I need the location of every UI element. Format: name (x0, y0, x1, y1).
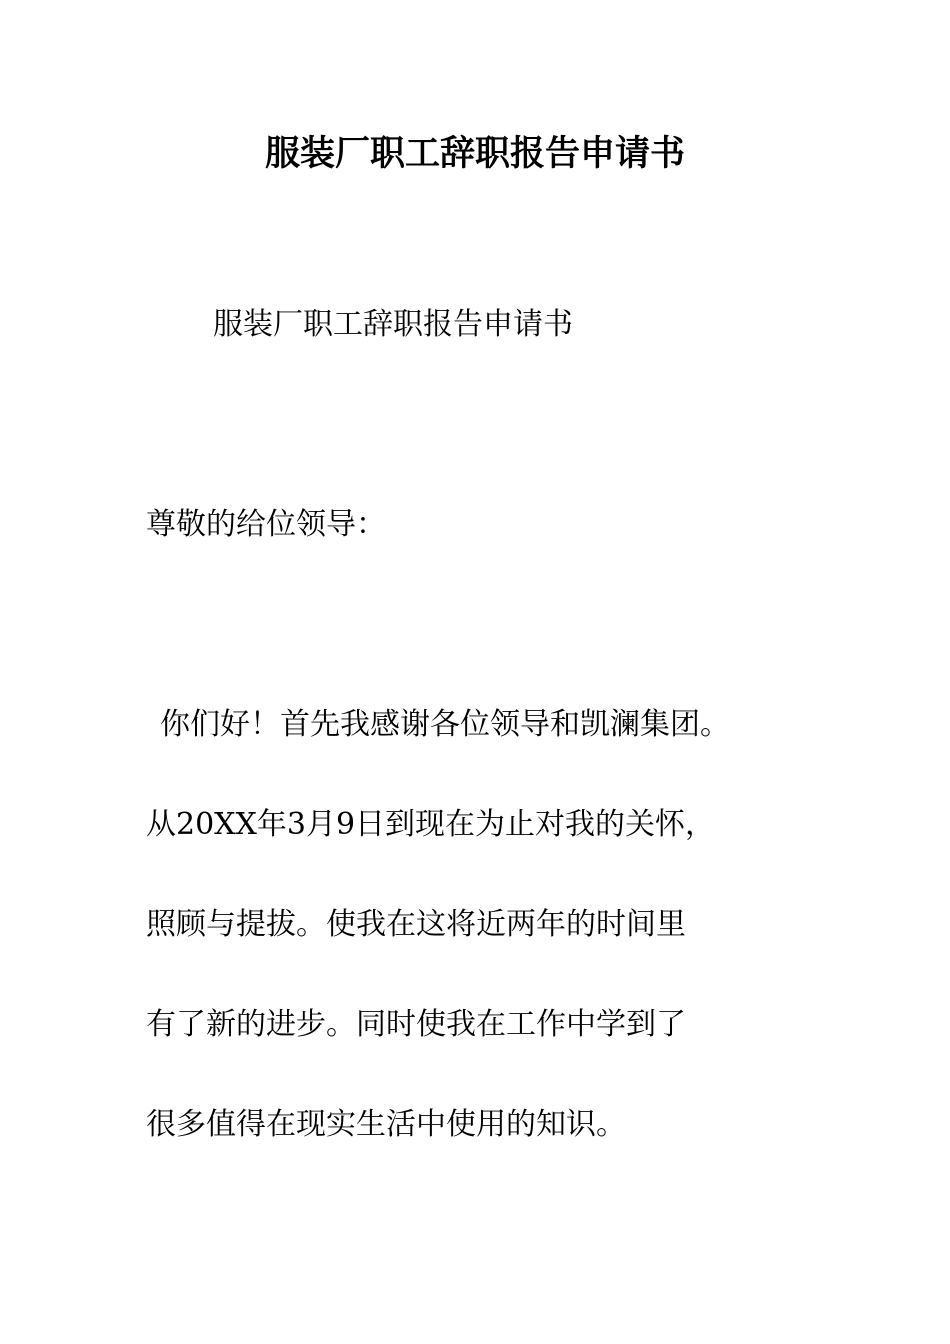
document-title: 服装厂职工辞职报告申请书 (264, 133, 685, 174)
body-line: 从20XX年3月9日到现在为止对我的关怀， (146, 807, 716, 842)
body-line: 很多值得在现实生活中使用的知识。 (146, 1107, 626, 1142)
body-line: 你们好！首先我感谢各位领导和凯澜集团。 (160, 707, 730, 742)
body-line: 照顾与提拔。使我在这将近两年的时间里 (146, 907, 686, 942)
body-line: 有了新的进步。同时使我在工作中学到了 (146, 1007, 686, 1042)
document-subtitle: 服装厂职工辞职报告申请书 (213, 307, 573, 342)
salutation: 尊敬的给位领导： (146, 507, 386, 542)
